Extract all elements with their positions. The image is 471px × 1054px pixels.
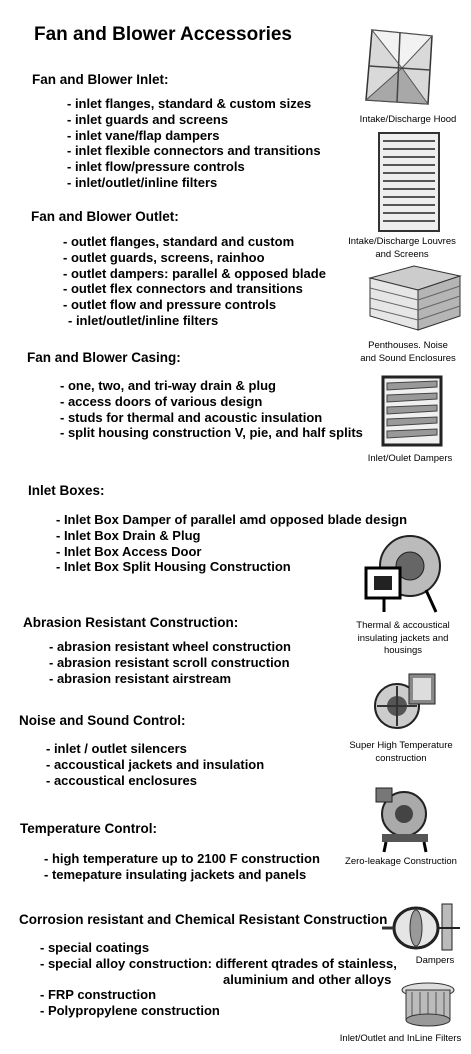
section-list-corrosion — [40, 940, 397, 1019]
section-list-outlet — [63, 234, 326, 329]
list-item: - abrasion resistant airstream — [49, 670, 232, 686]
list-item: - accoustical jackets and insulation — [46, 756, 265, 772]
list-item: - outlet dampers: parallel & opposed blade — [63, 265, 326, 281]
list-item: - one, two, and tri-way drain & plug — [60, 378, 276, 393]
image-caption: Penthouses. Noise and Sound Enclosures — [360, 340, 456, 364]
section-heading-corrosion: Corrosion resistant and Chemical Resistant Construction — [19, 912, 388, 927]
list-item: - special coatings — [40, 940, 150, 955]
list-item: - studs for thermal and acoustic insulation — [60, 409, 323, 425]
image-caption: Zero-leakage Construction — [345, 856, 457, 867]
section-heading-inlet: Fan and Blower Inlet: — [32, 72, 169, 87]
section-heading-casing: Fan and Blower Casing: — [27, 350, 181, 365]
list-item: - inlet/outlet/inline filters — [68, 312, 219, 328]
list-item: - high temperature up to 2100 F construction — [44, 851, 320, 866]
section-list-noise — [46, 741, 264, 788]
image-caption: Dampers — [415, 955, 455, 966]
louvre-image — [377, 131, 441, 233]
list-item: - temepature insulating jackets and panels — [44, 866, 307, 882]
list-item: - Inlet Box Split Housing Construction — [56, 559, 291, 575]
section-list-inlet-boxes — [56, 512, 407, 575]
list-item: - inlet / outlet silencers — [46, 741, 187, 756]
section-heading-outlet: Fan and Blower Outlet: — [31, 209, 179, 224]
list-item: - Inlet Box Drain & Plug — [56, 527, 201, 543]
image-caption: Inlet/Outlet and InLine Filters — [339, 1033, 462, 1044]
penthouse-image — [364, 264, 464, 336]
section-list-abrasion — [49, 639, 291, 686]
list-item: - Inlet Box Access Door — [56, 543, 202, 559]
list-item: - inlet flow/pressure controls — [67, 159, 245, 175]
list-item: - inlet flanges, standard & custom sizes — [67, 96, 312, 111]
image-caption: Super High Temperature construction — [349, 740, 453, 764]
list-item: - outlet flex connectors and transitions — [63, 281, 303, 297]
zero-leakage-fan-image — [370, 784, 440, 854]
list-item: - outlet flow and pressure controls — [63, 297, 277, 313]
section-list-inlet — [67, 96, 321, 191]
list-item: - access doors of various design — [60, 393, 263, 409]
section-heading-abrasion: Abrasion Resistant Construction: — [23, 615, 239, 630]
page-title: Fan and Blower Accessories — [34, 24, 293, 45]
list-item: - inlet guards and screens — [67, 111, 229, 127]
round-damper-image — [380, 900, 466, 954]
list-item: - accoustical enclosures — [46, 772, 198, 788]
list-item: - abrasion resistant scroll construction — [49, 654, 290, 670]
high-temperature-fan-image — [369, 668, 437, 736]
section-heading-noise: Noise and Sound Control: — [19, 713, 186, 728]
section-list-temperature — [44, 851, 320, 883]
intake-hood-image — [362, 28, 434, 112]
list-item: - Polypropylene construction — [40, 1003, 220, 1019]
list-item: - abrasion resistant wheel construction — [49, 639, 291, 654]
list-item: - outlet guards, screens, rainhoo — [63, 249, 265, 265]
list-item: - inlet/outlet/inline filters — [67, 174, 218, 190]
filter-image — [398, 980, 458, 1030]
list-item: - FRP construction — [40, 987, 157, 1003]
image-caption: Inlet/Oulet Dampers — [367, 453, 453, 464]
list-item: - Inlet Box Damper of parallel amd opposed blade design — [56, 512, 408, 527]
list-item: - split housing construction V, pie, and half splits — [60, 425, 363, 441]
section-heading-temperature: Temperature Control: — [20, 821, 158, 836]
list-item: aluminium and other alloys — [223, 971, 392, 987]
insulating-housing-image — [364, 528, 444, 614]
list-item: - outlet flanges, standard and custom — [63, 234, 295, 249]
list-item: - inlet flexible connectors and transitions — [67, 143, 321, 159]
section-list-casing — [60, 378, 363, 441]
image-caption: Thermal & accoustical insulating jackets and housings — [356, 620, 450, 656]
list-item: - special alloy construction: different qtrades of stainless, — [40, 955, 397, 971]
damper-image — [381, 375, 443, 447]
list-item: - inlet vane/flap dampers — [67, 127, 220, 143]
image-caption: Intake/Discharge Hood — [359, 114, 457, 125]
section-heading-inlet-boxes: Inlet Boxes: — [28, 483, 105, 498]
image-caption: Intake/Discharge Louvres and Screens — [348, 236, 456, 260]
